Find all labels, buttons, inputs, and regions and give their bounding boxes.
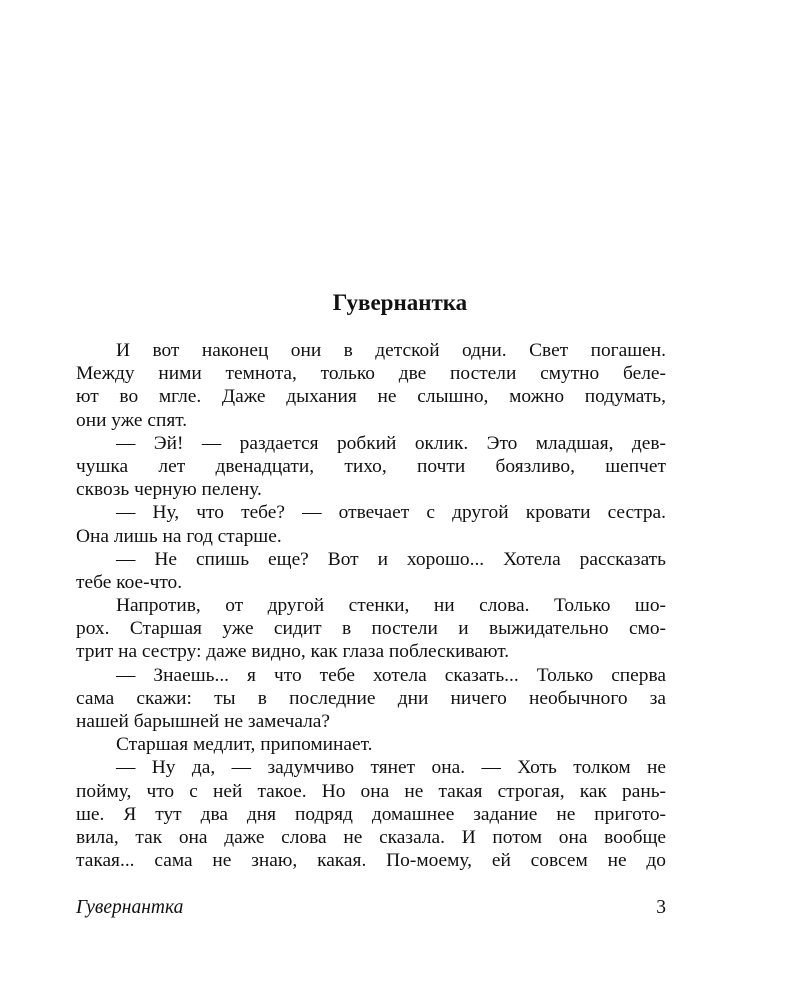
page-number: 3 [656, 897, 666, 918]
text-line: — Ну, что тебе? — отвечает с другой кровати сестра. [116, 502, 666, 524]
text-line: они уже спят. [76, 409, 188, 431]
text-line: сквозь черную пелену. [76, 479, 262, 501]
text-line: вила, так она даже слова не сказала. И потом она вообще [76, 826, 666, 848]
text-line: Напротив, от другой стенки, ни слова. Только шо- [116, 595, 666, 617]
text-line: рох. Старшая уже сидит в постели и выжидательно смо- [76, 618, 666, 640]
text-line: пойму, что с ней такое. Но она не такая строгая, как рань- [76, 780, 666, 802]
chapter-title: Гувернантка [332, 290, 468, 315]
text-line: И вот наконец они в детской одни. Свет погашен. [116, 340, 666, 361]
text-line: тебе кое-что. [76, 571, 183, 593]
text-line: сама скажи: ты в последние дни ничего необычного за [76, 687, 666, 709]
text-line: — Не спишь еще? Вот и хорошо... Хотела рассказать [116, 548, 666, 570]
text-line: чушка лет двенадцати, тихо, почти боязливо, шепчет [76, 455, 666, 477]
text-line: такая... сама не знаю, какая. По-моему, ей совсем не до [76, 850, 666, 872]
text-line: Она лишь на год старше. [76, 525, 282, 547]
text-line: Старшая медлит, припоминает. [116, 734, 373, 756]
text-line: нашей барышней не замечала? [76, 711, 330, 732]
text-line: — Эй! — раздается робкий оклик. Это младшая, дев- [116, 432, 666, 454]
text-line: ше. Я тут два дня подряд домашнее задание не пригото- [76, 803, 666, 825]
text-line: Между ними темнота, только две постели смутно беле- [76, 363, 666, 385]
running-title: Гувернантка [76, 897, 184, 918]
text-line: — Знаешь... я что тебе хотела сказать... Только сперва [116, 664, 666, 686]
chapter-body-text [76, 339, 666, 872]
text-line: трит на сестру: даже видно, как глаза поблескивают. [76, 641, 510, 663]
text-line: — Ну да, — задумчиво тянет она. — Хоть толком не [116, 757, 666, 779]
text-line: ют во мгле. Даже дыхания не слышно, можно подумать, [76, 386, 666, 408]
